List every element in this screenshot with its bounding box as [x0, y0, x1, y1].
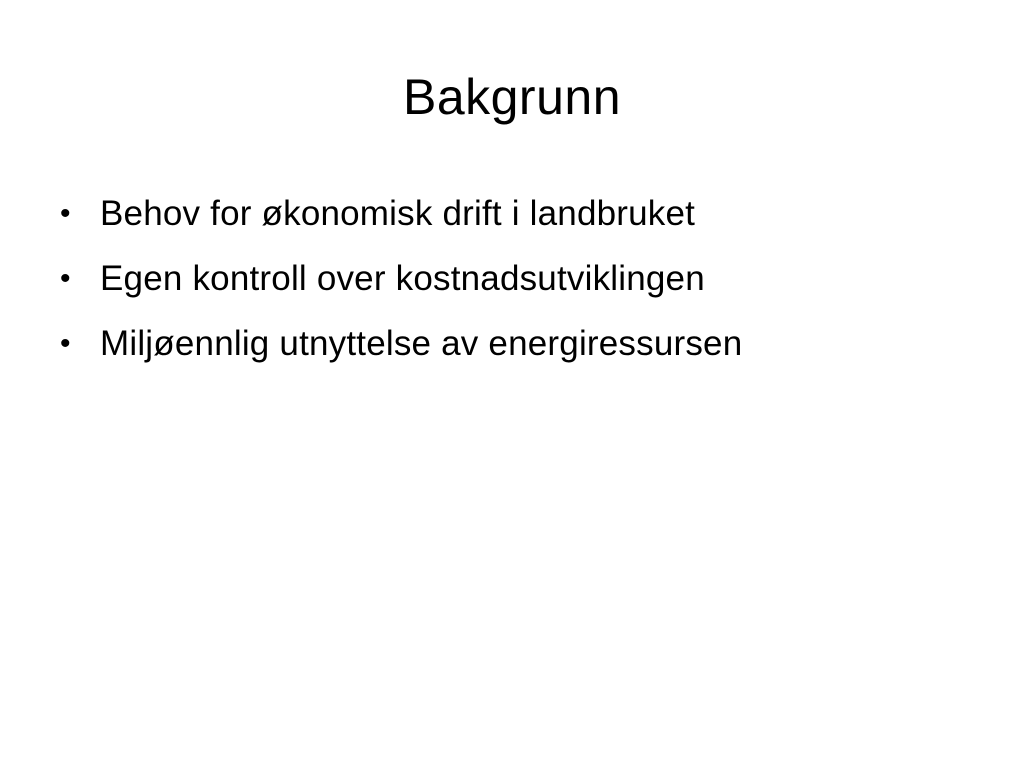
bullet-text: Behov for økonomisk drift i landbruket: [100, 194, 696, 233]
slide-title: Bakgrunn: [402, 69, 622, 125]
bullet-item: [56, 249, 976, 314]
bullet-item: [56, 184, 976, 249]
bullet-icon: •: [60, 327, 71, 360]
bullet-list: [56, 184, 976, 379]
bullet-item: [56, 314, 976, 379]
bullet-icon: •: [60, 262, 71, 295]
bullet-text: Egen kontroll over kostnadsutviklingen: [100, 259, 705, 298]
bullet-text: Miljøennlig utnyttelse av energiressursen: [100, 324, 743, 363]
bullet-icon: •: [60, 197, 71, 230]
